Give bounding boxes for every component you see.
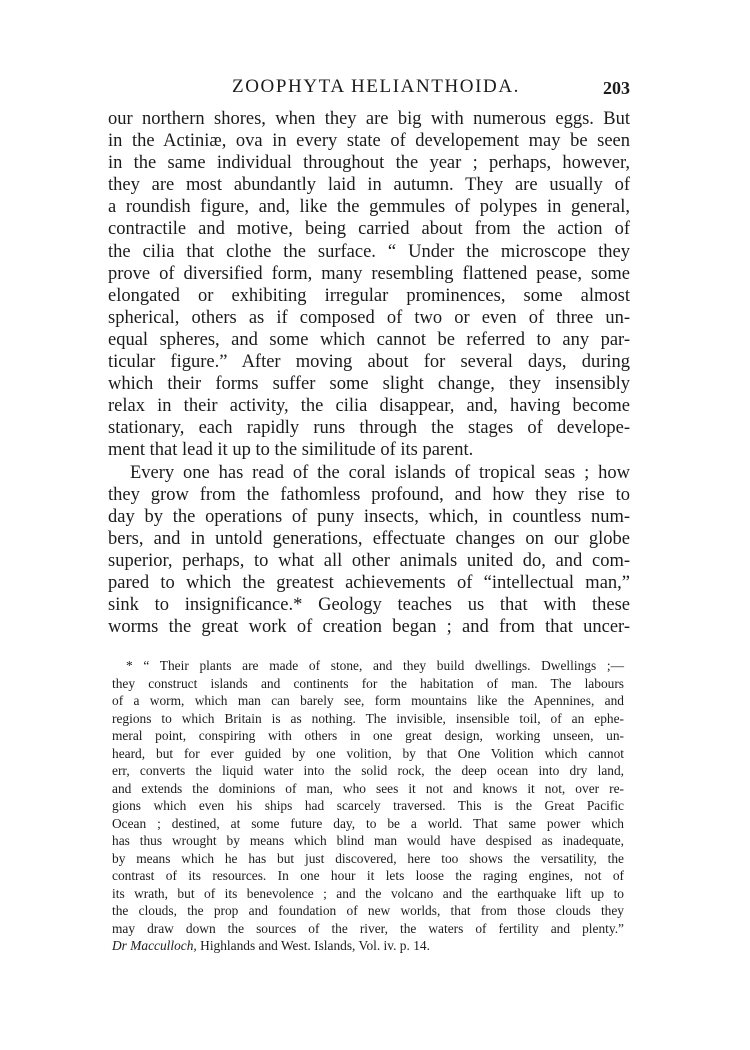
body-line: day by the operations of puny insects, which, in countless num- [108,506,630,527]
footnote-line: * “ Their plants are made of stone, and they build dwellings. Dwellings ;— [126,658,624,673]
footnote-line: err, converts the liquid water into the solid rock, the deep ocean into dry land, [112,763,624,778]
footnote-line: of a worm, which man can barely see, form mountains like the Apennines, and [112,693,624,708]
body-line: elongated or exhibiting irregular prominences, some almost [108,285,630,306]
footnote-line: Ocean ; destined, at some future day, to be a world. That same power which [112,815,624,831]
body-line: our northern shores, when they are big with numerous eggs. But [108,109,630,129]
body-line: spherical, others as if composed of two or even of three un- [108,307,630,328]
footnote-line: contrast of its resources. In one hour it lets loose the raging engines, not of [112,868,624,883]
body-line: contractile and motive, being carried about from the action of [108,219,630,240]
attribution-author: Dr Macculloch, [112,938,197,953]
body-line: relax in their activity, the cilia disappear, and, having become [108,396,630,417]
body-line: in the Actiniæ, ova in every state of developement may be seen [108,131,630,152]
body-line: bers, and in untold generations, effectuate changes on our globe [108,528,630,549]
body-line: which their forms suffer some slight change, they insensibly [108,374,630,395]
page-number: 203 [603,78,630,98]
body-line: superior, perhaps, to what all other animals united do, and com- [108,550,630,571]
footnote-line: and extends the dominions of man, who sees it not and knows it not, over re- [112,780,624,796]
body-line: stationary, each rapidly runs through the stages of develope- [108,418,630,439]
body-line: ticular figure.” After moving about for several days, during [108,352,630,373]
running-title: ZOOPHYTA HELIANTHOIDA. [232,76,521,97]
body-line: ment that lead it up to the similitude of its parent. [108,440,474,461]
body-line: they are most abundantly laid in autumn. They are usually of [108,175,630,196]
footnote-line: gions which even his ships had scarcely traversed. This is the Great Pacific [112,798,624,813]
footnote-line: the clouds, the prop and foundation of new worlds, that from those clouds they [112,903,624,918]
body-line: they grow from the fathomless profound, and how they rise to [108,484,630,505]
footnote-line: by means which he has but just discovered, here too shows the versatility, the [112,850,624,866]
footnote-line: may draw down the sources of the river, the waters of fertility and plenty.” [112,920,624,936]
footnote [112,657,624,955]
footnote-line: has thus wrought by means which blind man would have despised as inadequate, [112,833,624,848]
body-line: pared to which the greatest achievements of “intellectual man,” [108,572,630,593]
body-line: the cilia that clothe the surface. “ Under the microscope they [108,241,630,262]
footnote-attribution [112,937,624,955]
running-head [110,76,630,102]
footnote-line: its wrath, but of its benevolence ; and the volcano and the earthquake lift up to [112,885,624,901]
body-line: a roundish figure, and, like the gemmules of polypes in general, [108,197,630,218]
footnote-line: heard, but for ever guided by one volition, by that One Volition which cannot [112,745,624,761]
attribution-source: Highlands and West. Islands, Vol. iv. p. 14. [196,938,430,953]
footnote-line: meral point, conspiring with others in one great design, working unseen, un- [112,728,624,743]
footnote-line: they construct islands and continents for the habitation of man. The labours [112,675,624,691]
body-line: Every one has read of the coral islands of tropical seas ; how [130,462,630,483]
body-line: worms the great work of creation began ; and from that uncer- [108,617,630,638]
footnote-line: regions to which Britain is as nothing. The invisible, insensible toil, of an ephe- [112,710,624,726]
body-text [108,108,630,638]
body-line: in the same individual throughout the year ; perhaps, however, [108,153,630,174]
body-line: prove of diversified form, many resembling flattened pease, some [108,263,630,284]
body-line: sink to insignificance.* Geology teaches us that with these [108,595,630,616]
body-line: equal spheres, and some which cannot be referred to any par- [108,329,630,350]
